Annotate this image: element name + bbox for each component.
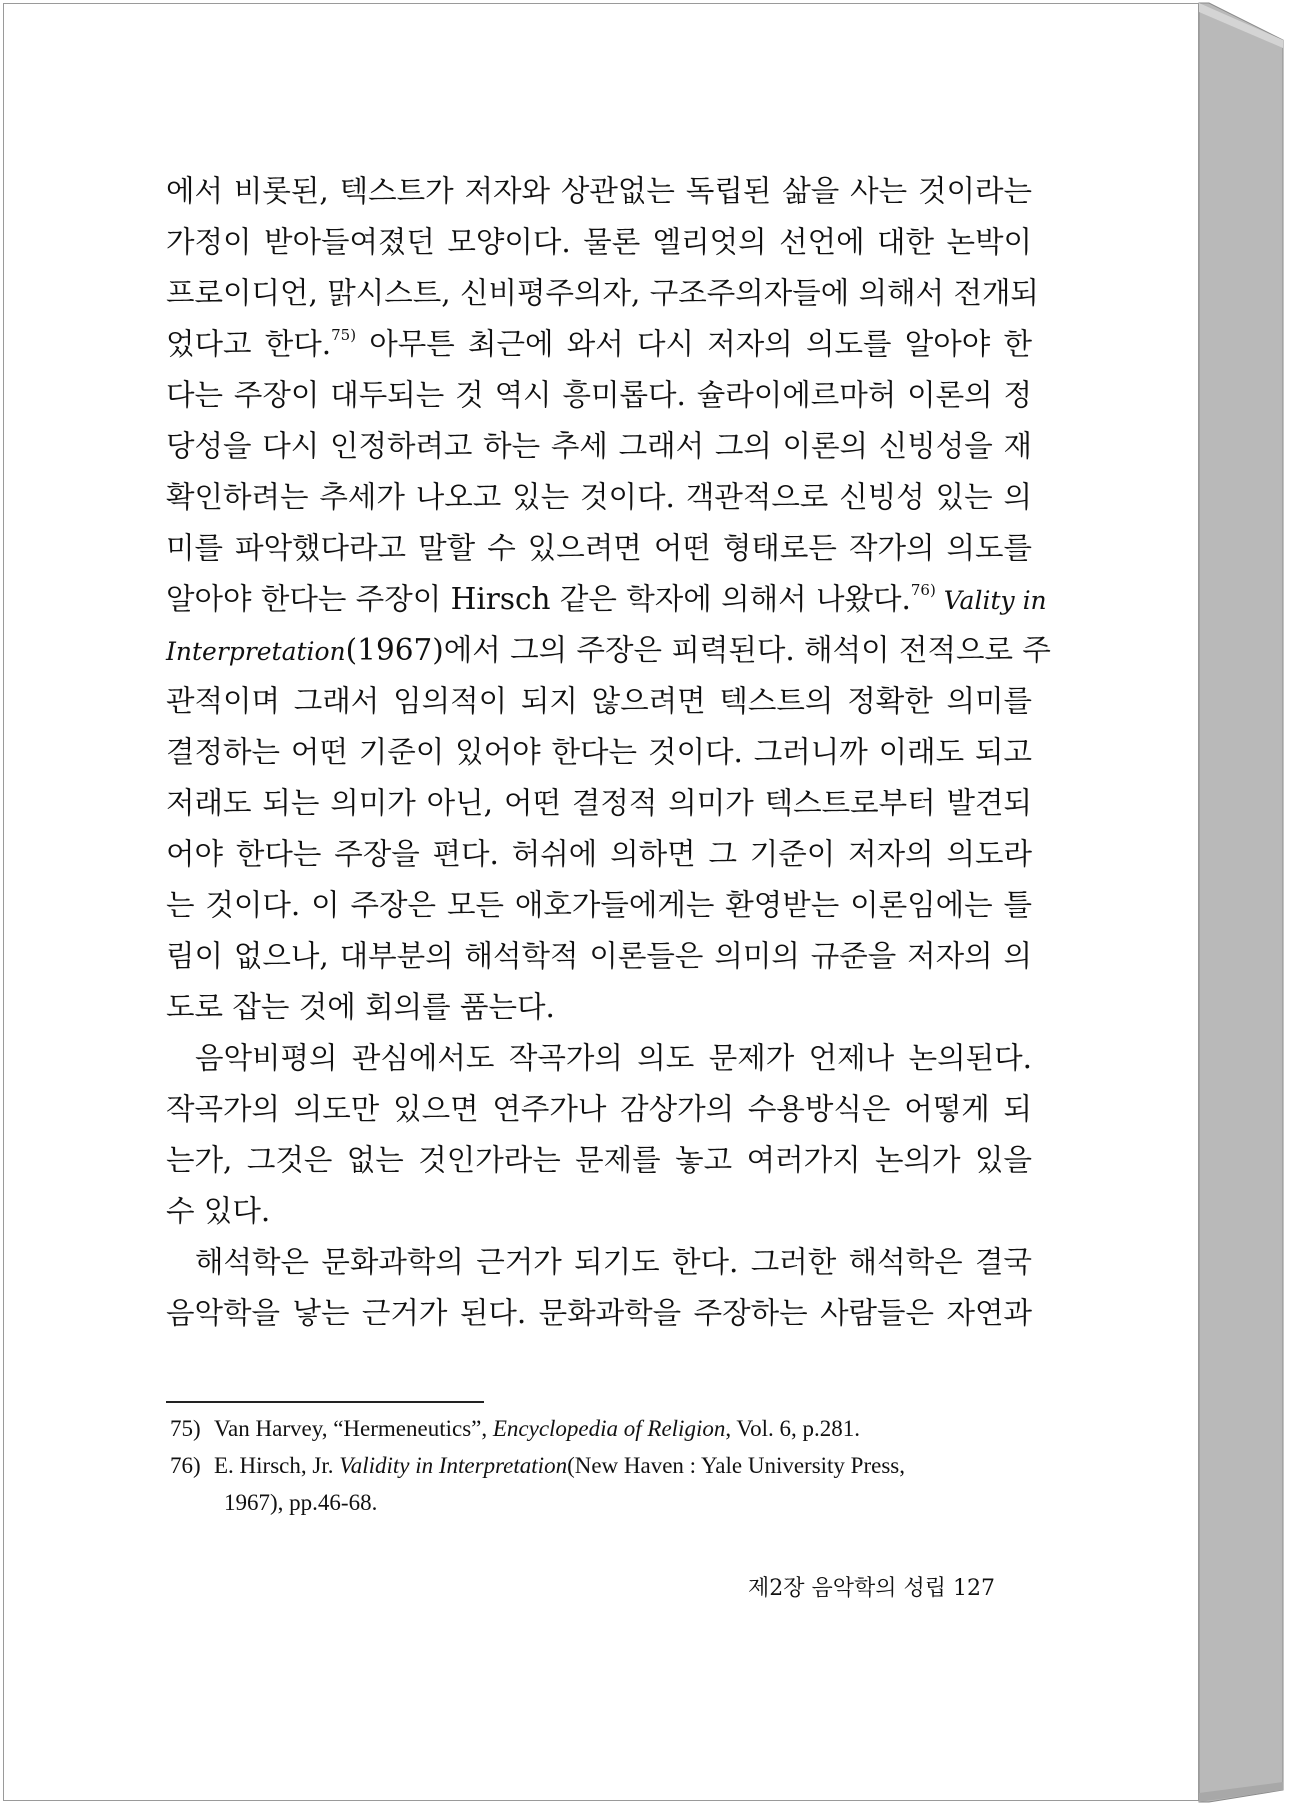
text-line: 관적이며 그래서 임의적이 되지 않으려면 텍스트의 정확한 의미를 xyxy=(166,684,1032,718)
text-line: 는가, 그것은 없는 것인가라는 문제를 놓고 여러가지 논의가 있을 xyxy=(166,1143,1032,1177)
footnote-text: E. Hirsch, Jr. xyxy=(214,1453,340,1478)
footnote-text: (New Haven : Yale University Press, xyxy=(567,1453,905,1478)
text-line: 수 있다. xyxy=(166,1194,271,1228)
footnote-76-continued: 1967), pp.46-68. xyxy=(224,1490,378,1515)
footnote-75 xyxy=(170,1410,1036,1447)
book-title-italic: Vality in xyxy=(935,586,1047,615)
footnote-title-italic: Validity in Interpretation xyxy=(339,1453,568,1478)
text-fragment: 알아야 한다는 주장이 Hirsch 같은 학자에 의해서 나왔다. xyxy=(166,582,911,616)
text-line xyxy=(166,625,1051,676)
text-line: 는 것이다. 이 주장은 모든 애호가들에게는 환영받는 이론임에는 틀 xyxy=(166,888,1032,922)
text-line: 결정하는 어떤 기준이 있어야 한다는 것이다. 그러니까 이래도 되고 xyxy=(166,735,1032,769)
text-line: 도로 잡는 것에 회의를 품는다. xyxy=(166,990,555,1024)
footnote-number: 76) xyxy=(170,1453,201,1478)
text-line: 다는 주장이 대두되는 것 역시 흥미롭다. 슐라이에르마허 이론의 정 xyxy=(166,378,1032,412)
footnote-text: , Vol. 6, p.281. xyxy=(725,1416,860,1441)
text-line: 해석학은 문화과학의 근거가 되기도 한다. 그러한 해석학은 결국 xyxy=(195,1245,1032,1279)
footnote-76 xyxy=(170,1447,1036,1484)
main-text xyxy=(166,166,1051,1339)
text-line: 미를 파악했다라고 말할 수 있으려면 어떤 형태로든 작가의 의도를 xyxy=(166,531,1032,565)
footnote-ref-76: 76) xyxy=(910,581,936,599)
footnote-text: Van Harvey, “Hermeneutics”, xyxy=(214,1416,493,1441)
footnote-number: 75) xyxy=(170,1416,201,1441)
text-line xyxy=(166,574,1047,625)
footnotes xyxy=(170,1410,1036,1521)
text-line: 당성을 다시 인정하려고 하는 추세 그래서 그의 이론의 신빙성을 재 xyxy=(166,429,1032,463)
text-line: 프로이디언, 맑시스트, 신비평주의자, 구조주의자들에 의해서 전개되 xyxy=(166,276,1039,310)
text-fragment: (1967)에서 그의 주장은 피력된다. 해석이 전적으로 주 xyxy=(345,633,1051,667)
text-line: 에서 비롯된, 텍스트가 저자와 상관없는 독립된 삶을 사는 것이라는 xyxy=(166,174,1032,208)
running-footer-page-number: 제2장 음악학의 성립 127 xyxy=(748,1576,995,1601)
book-title-italic: Interpretation xyxy=(166,637,346,666)
text-line: 작곡가의 의도만 있으면 연주가나 감상가의 수용방식은 어떻게 되 xyxy=(166,1092,1032,1126)
footnote-title-italic: Encyclopedia of Religion xyxy=(492,1416,726,1441)
footnote-divider xyxy=(166,1401,484,1403)
text-line: 확인하려는 추세가 나오고 있는 것이다. 객관적으로 신빙성 있는 의 xyxy=(166,480,1032,514)
text-line: 저래도 되는 의미가 아닌, 어떤 결정적 의미가 텍스트로부터 발견되 xyxy=(166,786,1032,820)
text-line xyxy=(166,319,1032,370)
text-line: 음악학을 낳는 근거가 된다. 문화과학을 주장하는 사람들은 자연과 xyxy=(166,1296,1032,1330)
text-line: 가정이 받아들여졌던 모양이다. 물론 엘리엇의 선언에 대한 논박이 xyxy=(166,225,1032,259)
text-line: 림이 없으나, 대부분의 해석학적 이론들은 의미의 규준을 저자의 의 xyxy=(166,939,1032,973)
text-line: 음악비평의 관심에서도 작곡가의 의도 문제가 언제나 논의된다. xyxy=(195,1041,1032,1075)
footnote-ref-75: 75) xyxy=(331,326,357,344)
text-fragment: 었다고 한다. xyxy=(166,327,332,361)
text-fragment: 아무튼 최근에 와서 다시 저자의 의도를 알아야 한 xyxy=(356,327,1032,361)
text-line: 어야 한다는 주장을 편다. 허쉬에 의하면 그 기준이 저자의 의도라 xyxy=(166,837,1032,871)
